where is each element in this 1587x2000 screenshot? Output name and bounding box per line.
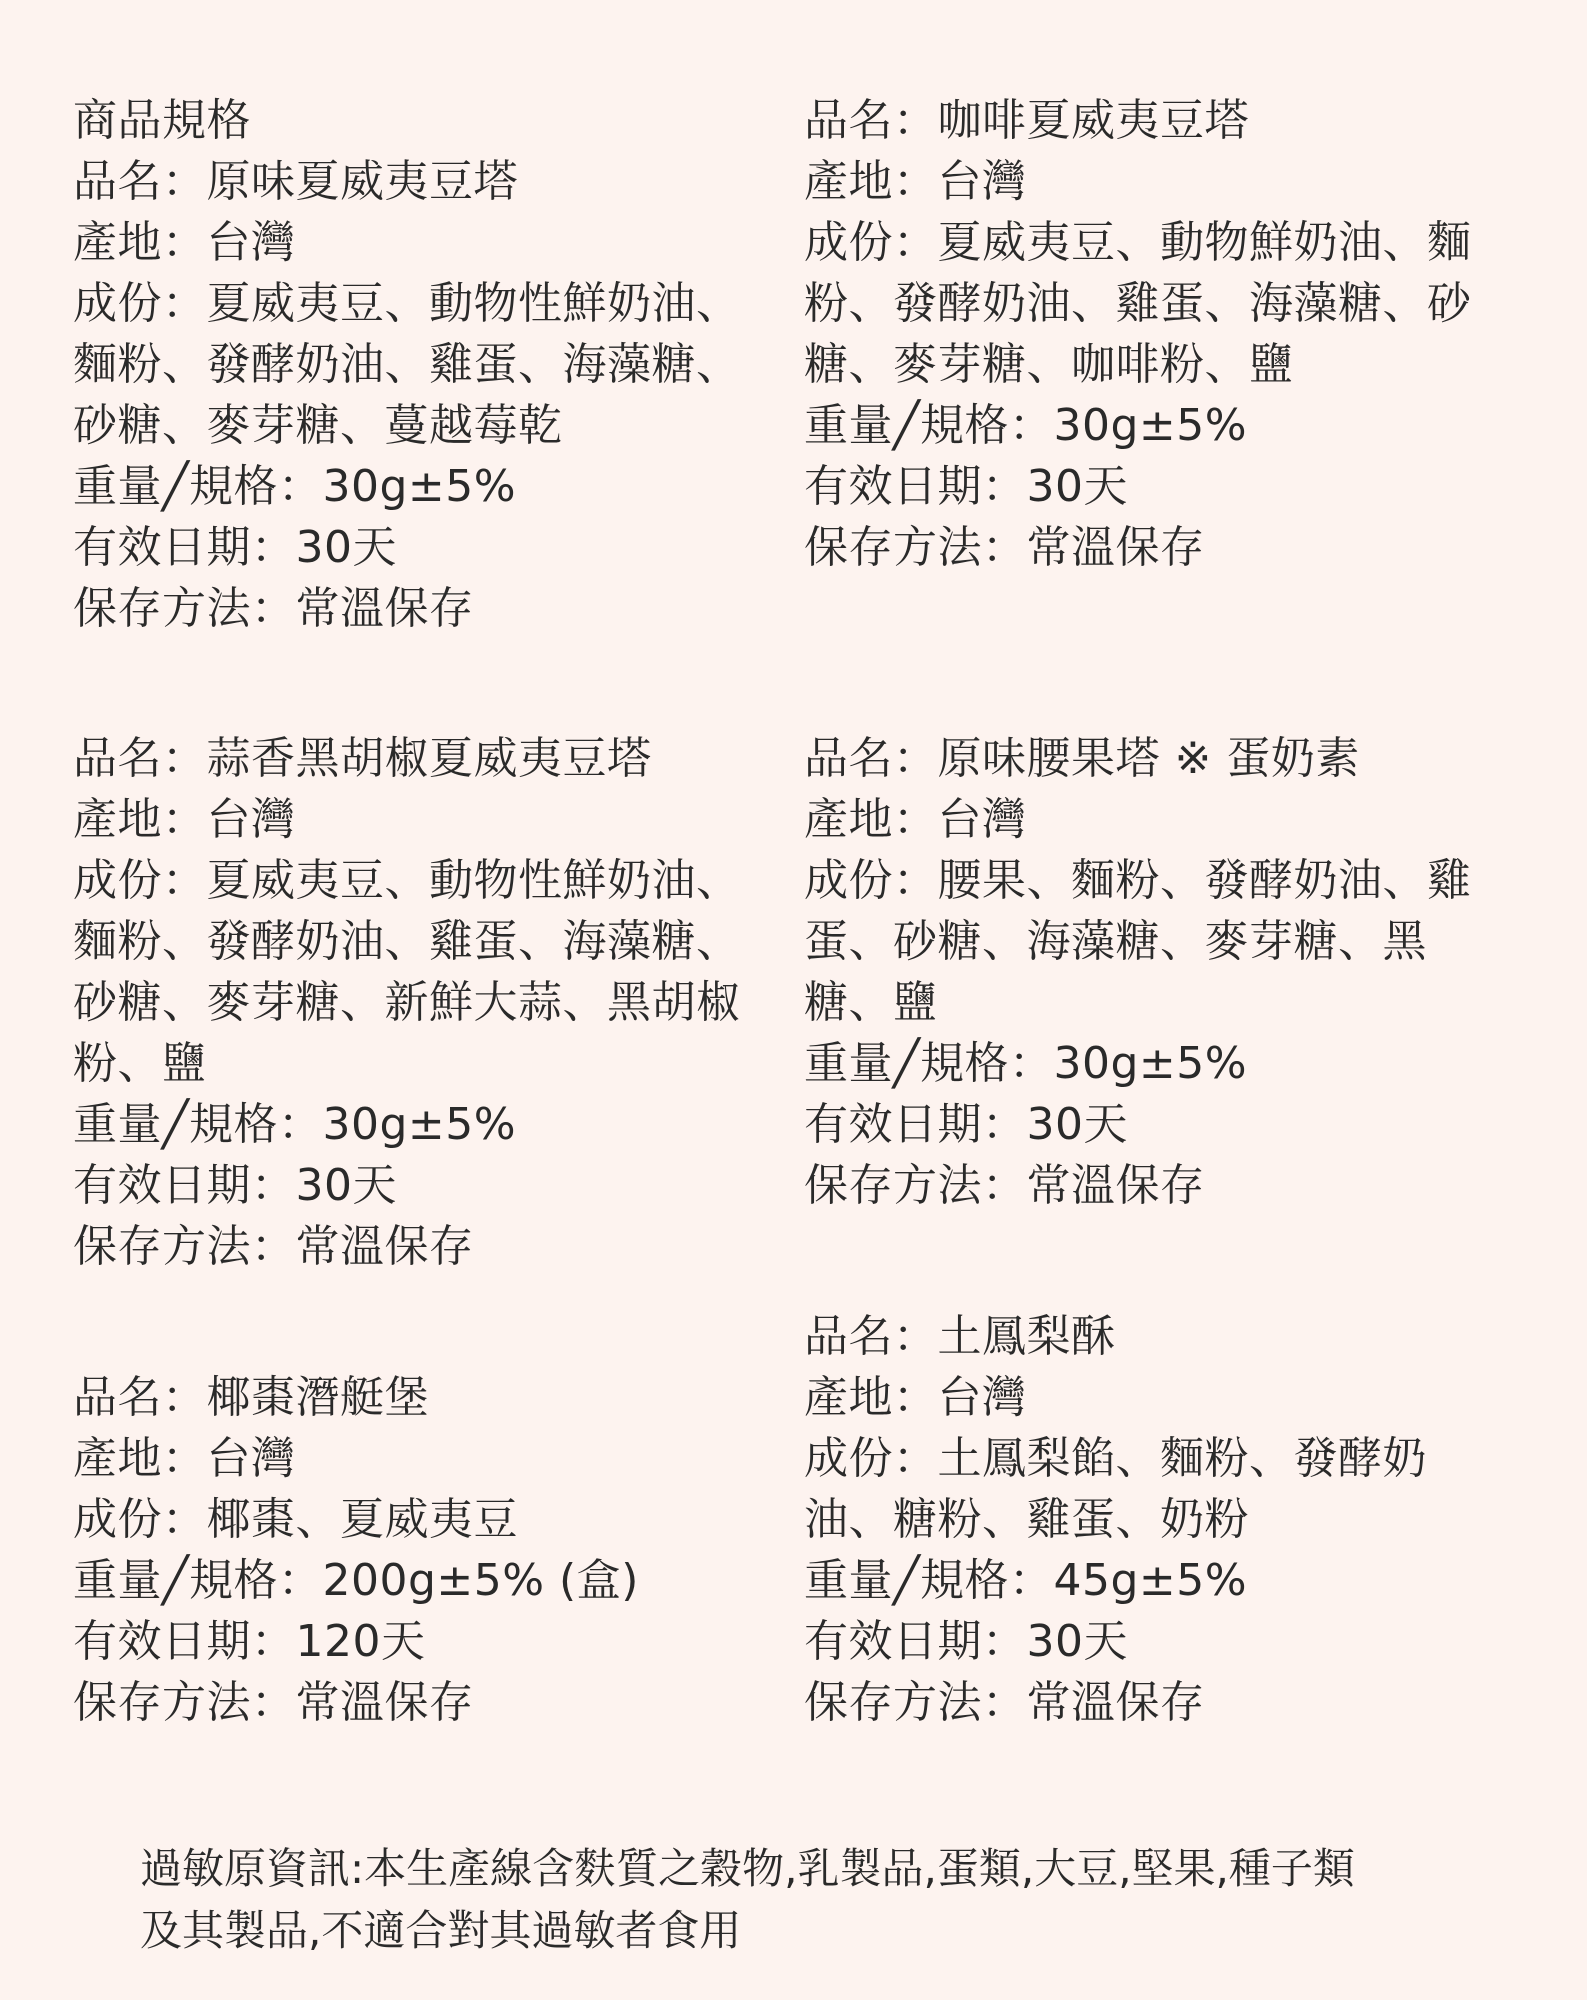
product-ingredients: 砂糖、麥芽糖、蔓越莓乾 [73,400,563,451]
product-ingredients: 糖、麥芽糖、咖啡粉、鹽 [804,339,1294,390]
product-name: 品名：原味腰果塔 ※ 蛋奶素 [804,733,1360,784]
product-weight: 重量╱規格：30g±5% [804,1038,1248,1089]
product-ingredients: 成份：腰果、麵粉、發酵奶油、雞 [804,855,1472,906]
product-ingredients: 麵粉、發酵奶油、雞蛋、海藻糖、 [73,916,741,967]
product-spec-date-submarine [73,1367,773,1733]
product-weight: 重量╱規格：45g±5% [804,1555,1248,1606]
allergen-notice [140,1838,1480,1962]
product-origin: 產地：台灣 [73,1433,296,1484]
product-name: 品名：蒜香黑胡椒夏威夷豆塔 [73,733,652,784]
product-weight: 重量╱規格：200g±5% (盒) [73,1555,639,1606]
product-name: 品名：原味夏威夷豆塔 [73,156,518,207]
product-origin: 產地：台灣 [73,794,296,845]
product-origin: 產地：台灣 [804,794,1027,845]
product-shelf-life: 有效日期：120天 [73,1616,426,1667]
product-spec-original-macadamia-tart [73,90,753,639]
product-weight: 重量╱規格：30g±5% [804,400,1248,451]
product-storage: 保存方法：常溫保存 [804,1160,1205,1211]
product-origin: 產地：台灣 [804,156,1027,207]
product-storage: 保存方法：常溫保存 [73,1221,474,1272]
product-ingredients: 成份：夏威夷豆、動物性鮮奶油、 [73,855,741,906]
product-origin: 產地：台灣 [804,1372,1027,1423]
product-shelf-life: 有效日期：30天 [804,461,1128,512]
product-storage: 保存方法：常溫保存 [804,1677,1205,1728]
product-ingredients: 蛋、砂糖、海藻糖、麥芽糖、黑 [804,916,1427,967]
product-spec-coffee-macadamia-tart [804,90,1504,578]
product-shelf-life: 有效日期：30天 [804,1099,1128,1150]
product-spec-pineapple-cake [804,1306,1504,1733]
product-ingredients: 成份：椰棗、夏威夷豆 [73,1494,518,1545]
product-storage: 保存方法：常溫保存 [73,583,474,634]
product-ingredients: 成份：夏威夷豆、動物性鮮奶油、 [73,278,741,329]
product-ingredients: 成份：夏威夷豆、動物鮮奶油、麵 [804,217,1472,268]
product-ingredients: 成份：土鳳梨餡、麵粉、發酵奶 [804,1433,1427,1484]
product-shelf-life: 有效日期：30天 [73,1160,397,1211]
product-storage: 保存方法：常溫保存 [73,1677,474,1728]
product-weight: 重量╱規格：30g±5% [73,1099,517,1150]
allergen-text: 及其製品,不適合對其過敏者食用 [140,1906,742,1955]
product-shelf-life: 有效日期：30天 [73,522,397,573]
product-ingredients: 糖、鹽 [804,977,938,1028]
product-name: 品名：土鳳梨酥 [804,1311,1116,1362]
product-name: 品名：咖啡夏威夷豆塔 [804,95,1249,146]
product-origin: 產地：台灣 [73,217,296,268]
product-ingredients: 粉、發酵奶油、雞蛋、海藻糖、砂 [804,278,1472,329]
product-spec-cashew-tart [804,728,1504,1216]
product-ingredients: 麵粉、發酵奶油、雞蛋、海藻糖、 [73,339,741,390]
product-weight: 重量╱規格：30g±5% [73,461,517,512]
product-shelf-life: 有效日期：30天 [804,1616,1128,1667]
product-ingredients: 油、糖粉、雞蛋、奶粉 [804,1494,1249,1545]
product-ingredients: 砂糖、麥芽糖、新鮮大蒜、黑胡椒 [73,977,741,1028]
product-name: 品名：椰棗潛艇堡 [73,1372,429,1423]
product-ingredients: 粉、鹽 [73,1038,207,1089]
product-spec-garlic-pepper-macadamia-tart [73,728,773,1277]
product-storage: 保存方法：常溫保存 [804,522,1205,573]
section-heading: 商品規格 [73,95,251,146]
allergen-text: 過敏原資訊:本生產線含麩質之穀物,乳製品,蛋類,大豆,堅果,種子類 [140,1844,1355,1893]
